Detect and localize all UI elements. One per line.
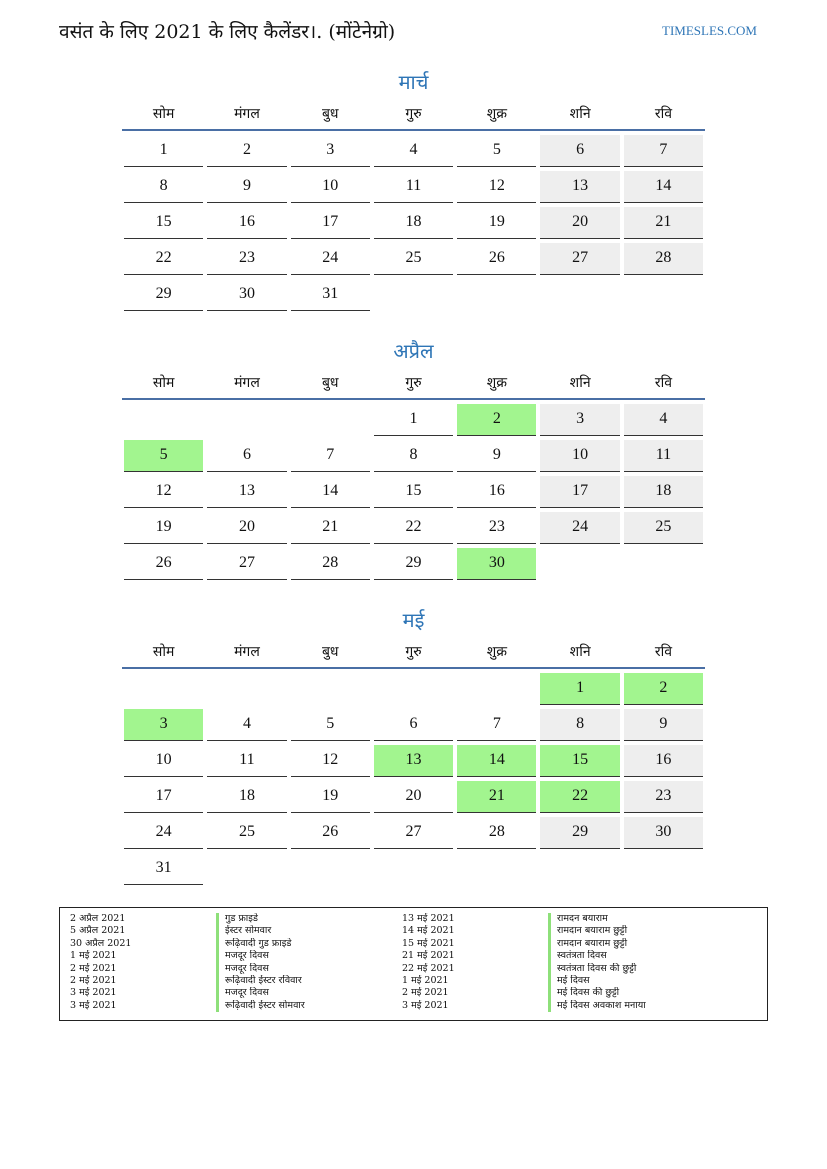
weekday-label: बुध <box>321 644 339 660</box>
day-cell: 28 <box>457 817 536 849</box>
day-cell: 19 <box>124 512 203 544</box>
weekday-label: गुरु <box>405 644 422 660</box>
day-grid <box>122 131 705 315</box>
day-cell: 24 <box>540 512 619 544</box>
weekday-label: मंगल <box>234 644 260 660</box>
day-cell: 13 <box>540 171 619 203</box>
holiday-day-cell: 5 <box>124 440 203 472</box>
legend-holiday-name: रामदन बयाराम <box>548 913 748 925</box>
day-cell: 6 <box>207 440 286 472</box>
holiday-day-cell: 3 <box>124 709 203 741</box>
month-title: मई <box>402 608 425 632</box>
day-cell: 23 <box>207 243 286 275</box>
weekday-label: शनि <box>569 106 591 122</box>
day-cell: 20 <box>540 207 619 239</box>
empty-cell <box>124 404 203 436</box>
day-cell: 5 <box>457 135 536 167</box>
day-grid <box>122 669 705 889</box>
month-april <box>122 334 705 584</box>
day-cell: 29 <box>540 817 619 849</box>
day-cell: 10 <box>540 440 619 472</box>
weekday-label: गुरु <box>405 106 422 122</box>
day-cell: 19 <box>457 207 536 239</box>
weekday-label: शुक्र <box>486 106 507 122</box>
day-cell: 17 <box>291 207 370 239</box>
day-cell: 22 <box>374 512 453 544</box>
day-cell: 31 <box>124 853 203 885</box>
day-cell: 27 <box>207 548 286 580</box>
legend-date: 3 मई 2021 <box>402 999 449 1011</box>
day-cell: 26 <box>457 243 536 275</box>
day-cell: 26 <box>291 817 370 849</box>
holiday-day-cell: 13 <box>374 745 453 777</box>
empty-cell <box>457 673 536 705</box>
day-cell: 24 <box>291 243 370 275</box>
day-cell: 18 <box>624 476 703 508</box>
day-cell: 17 <box>124 781 203 813</box>
day-cell: 18 <box>207 781 286 813</box>
day-cell: 11 <box>624 440 703 472</box>
empty-cell <box>291 673 370 705</box>
month-march <box>122 65 705 315</box>
weekday-label: सोम <box>152 375 175 391</box>
legend-holiday-name: रूढ़िवादी ईस्टर रविवार <box>216 975 402 987</box>
day-cell: 20 <box>207 512 286 544</box>
weekday-label: शुक्र <box>486 644 507 660</box>
day-cell: 10 <box>124 745 203 777</box>
legend-date: 2 अप्रैल 2021 <box>70 913 126 924</box>
legend-date: 2 मई 2021 <box>402 987 449 999</box>
day-cell: 15 <box>124 207 203 239</box>
legend-holiday-name: रूढ़िवादी गुड फ्राइडे <box>216 938 402 950</box>
weekday-label: मंगल <box>234 375 260 391</box>
day-cell: 14 <box>624 171 703 203</box>
legend-holiday-name: गुड फ्राइडे <box>216 913 402 925</box>
legend-holiday-name: ईस्टर सोमवार <box>216 925 402 937</box>
weekday-label: बुध <box>321 375 339 391</box>
legend-date: 3 मई 2021 <box>70 987 117 999</box>
legend-date: 15 मई 2021 <box>402 937 455 949</box>
day-cell: 14 <box>291 476 370 508</box>
day-cell: 8 <box>124 171 203 203</box>
legend-holiday-name: रामदान बयाराम छुट्टी <box>548 938 748 950</box>
legend-names-right <box>548 913 748 1012</box>
legend-date: 1 मई 2021 <box>70 950 117 962</box>
weekday-label: शुक्र <box>486 375 507 391</box>
day-cell: 27 <box>374 817 453 849</box>
weekday-label: शनि <box>569 375 591 391</box>
day-cell: 25 <box>624 512 703 544</box>
day-cell: 5 <box>291 709 370 741</box>
day-cell: 11 <box>207 745 286 777</box>
legend-holiday-name: स्वतंत्रता दिवस <box>548 950 748 962</box>
legend-date: 2 मई 2021 <box>70 975 117 987</box>
legend-holiday-name: मई दिवस <box>548 975 748 987</box>
day-cell: 6 <box>540 135 619 167</box>
empty-cell <box>207 673 286 705</box>
weekday-header <box>122 99 705 131</box>
empty-cell <box>291 404 370 436</box>
day-cell: 24 <box>124 817 203 849</box>
day-cell: 16 <box>207 207 286 239</box>
legend-names-left <box>216 913 402 1012</box>
holiday-day-cell: 14 <box>457 745 536 777</box>
legend-holiday-name: स्वतंत्रता दिवस की छुट्टी <box>548 963 748 975</box>
holiday-day-cell: 1 <box>540 673 619 705</box>
day-cell: 7 <box>457 709 536 741</box>
month-title: अप्रैल <box>393 339 434 363</box>
day-cell: 3 <box>540 404 619 436</box>
day-cell: 30 <box>624 817 703 849</box>
day-cell: 26 <box>124 548 203 580</box>
day-grid <box>122 400 705 584</box>
legend-holiday-name: मई दिवस अवकाश मनाया <box>548 1000 748 1012</box>
day-cell: 29 <box>124 279 203 311</box>
day-cell: 25 <box>374 243 453 275</box>
weekday-label: बुध <box>321 106 339 122</box>
legend-holiday-name: मजदूर दिवस <box>216 950 402 962</box>
legend-holiday-name: मई दिवस की छुट्टी <box>548 987 748 999</box>
day-cell: 11 <box>374 171 453 203</box>
legend-dates-right <box>402 913 548 1012</box>
day-cell: 16 <box>457 476 536 508</box>
day-cell: 30 <box>207 279 286 311</box>
weekday-label: सोम <box>152 644 175 660</box>
day-cell: 8 <box>540 709 619 741</box>
day-cell: 25 <box>207 817 286 849</box>
legend-date: 1 मई 2021 <box>402 975 449 987</box>
holiday-legend <box>59 907 768 1021</box>
day-cell: 21 <box>624 207 703 239</box>
legend-holiday-name: मजदूर दिवस <box>216 963 402 975</box>
day-cell: 8 <box>374 440 453 472</box>
legend-holiday-name: मजदूर दिवस <box>216 987 402 999</box>
weekday-label: सोम <box>152 106 175 122</box>
day-cell: 9 <box>457 440 536 472</box>
day-cell: 4 <box>207 709 286 741</box>
page-title: वसंत के लिए 2021 के लिए कैलेंडर।. (मोंटेनेग्रो) <box>59 21 396 43</box>
day-cell: 10 <box>291 171 370 203</box>
day-cell: 12 <box>124 476 203 508</box>
day-cell: 3 <box>291 135 370 167</box>
holiday-day-cell: 2 <box>457 404 536 436</box>
month-title: मार्च <box>398 70 429 94</box>
day-cell: 12 <box>291 745 370 777</box>
day-cell: 16 <box>624 745 703 777</box>
legend-date: 2 मई 2021 <box>70 962 117 974</box>
day-cell: 18 <box>374 207 453 239</box>
holiday-day-cell: 15 <box>540 745 619 777</box>
day-cell: 19 <box>291 781 370 813</box>
day-cell: 15 <box>374 476 453 508</box>
day-cell: 9 <box>624 709 703 741</box>
site-link[interactable]: TIMESLES.COM <box>662 23 757 38</box>
legend-dates-left <box>70 913 216 1012</box>
day-cell: 4 <box>624 404 703 436</box>
weekday-label: शनि <box>569 644 591 660</box>
day-cell: 2 <box>207 135 286 167</box>
day-cell: 13 <box>207 476 286 508</box>
holiday-day-cell: 21 <box>457 781 536 813</box>
empty-cell <box>124 673 203 705</box>
weekday-label: रवि <box>654 106 672 122</box>
day-cell: 27 <box>540 243 619 275</box>
legend-holiday-name: रामदान बयाराम छुट्टी <box>548 925 748 937</box>
day-cell: 17 <box>540 476 619 508</box>
day-cell: 22 <box>124 243 203 275</box>
month-may <box>122 603 705 889</box>
day-cell: 7 <box>291 440 370 472</box>
legend-date: 22 मई 2021 <box>402 962 455 974</box>
day-cell: 29 <box>374 548 453 580</box>
day-cell: 28 <box>291 548 370 580</box>
day-cell: 28 <box>624 243 703 275</box>
weekday-label: मंगल <box>234 106 260 122</box>
weekday-label: रवि <box>654 644 672 660</box>
day-cell: 1 <box>374 404 453 436</box>
holiday-day-cell: 2 <box>624 673 703 705</box>
legend-date: 21 मई 2021 <box>402 950 455 962</box>
day-cell: 4 <box>374 135 453 167</box>
day-cell: 23 <box>624 781 703 813</box>
day-cell: 1 <box>124 135 203 167</box>
legend-date: 30 अप्रैल 2021 <box>70 937 132 949</box>
holiday-day-cell: 22 <box>540 781 619 813</box>
weekday-label: रवि <box>654 375 672 391</box>
weekday-label: गुरु <box>405 375 422 391</box>
legend-date: 5 अप्रैल 2021 <box>70 925 126 937</box>
weekday-header <box>122 637 705 669</box>
day-cell: 12 <box>457 171 536 203</box>
day-cell: 9 <box>207 171 286 203</box>
legend-date: 13 मई 2021 <box>402 913 455 924</box>
day-cell: 21 <box>291 512 370 544</box>
legend-date: 14 मई 2021 <box>402 925 455 937</box>
day-cell: 31 <box>291 279 370 311</box>
day-cell: 7 <box>624 135 703 167</box>
day-cell: 20 <box>374 781 453 813</box>
day-cell: 6 <box>374 709 453 741</box>
empty-cell <box>374 673 453 705</box>
day-cell: 23 <box>457 512 536 544</box>
legend-date: 3 मई 2021 <box>70 999 117 1011</box>
legend-holiday-name: रूढ़िवादी ईस्टर सोमवार <box>216 1000 402 1012</box>
weekday-header <box>122 368 705 400</box>
empty-cell <box>207 404 286 436</box>
holiday-day-cell: 30 <box>457 548 536 580</box>
